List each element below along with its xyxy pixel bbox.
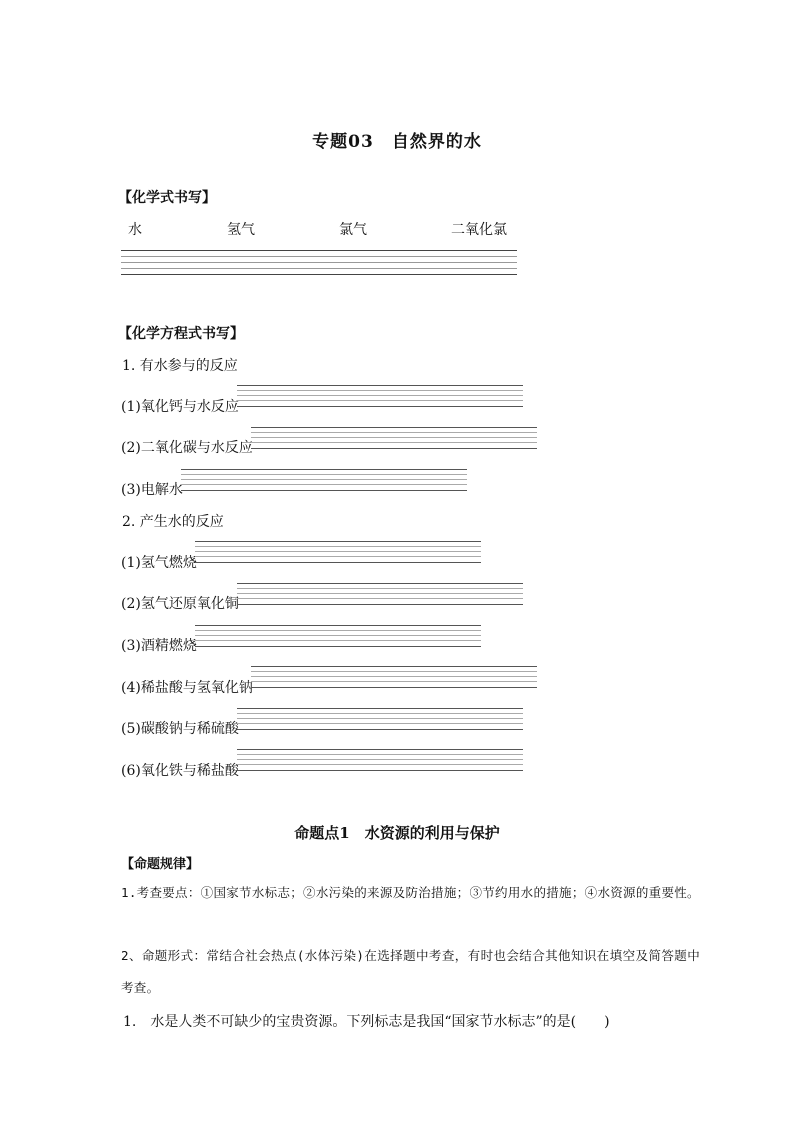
equation-item-label: (3)电解水 (121, 482, 183, 498)
group2-heading: 2. 产生水的反应 (122, 514, 224, 530)
equation-item-label: (6)氧化铁与稀盐酸 (121, 763, 239, 779)
equation-item-label: (4)稀盐酸与氢氧化钠 (121, 680, 253, 696)
formula-label-water: 水 (128, 222, 142, 238)
equation-answer-lines[interactable] (237, 749, 523, 771)
formula-answer-lines[interactable] (121, 250, 517, 276)
formula-label-hydrogen: 氢气 (227, 222, 255, 238)
page-title: 专题03 自然界的水 (312, 132, 482, 152)
equation-item-label: (2)氢气还原氧化铜 (121, 596, 239, 612)
formula-label-chlorine-dioxide: 二氧化氯 (451, 222, 507, 238)
equation-item-label: (1)氢气燃烧 (121, 555, 197, 571)
equation-item-label: (2)二氧化碳与水反应 (121, 440, 253, 456)
equation-item-label: (1)氧化钙与水反应 (121, 399, 239, 415)
rule-heading: 【命题规律】 (121, 857, 200, 872)
equation-answer-lines[interactable] (237, 583, 523, 605)
equation-answer-lines[interactable] (251, 666, 537, 688)
group1-heading: 1. 有水参与的反应 (122, 358, 238, 374)
equation-answer-lines[interactable] (237, 385, 523, 407)
equation-answer-lines[interactable] (195, 625, 481, 647)
formula-section-heading: 【化学式书写】 (118, 190, 216, 206)
equation-section-heading: 【化学方程式书写】 (118, 326, 244, 342)
rule-paragraph-1: 1.考查要点：①国家节水标志；②水污染的来源及防治措施；③节约用水的措施；④水资源的重要性。 (121, 885, 700, 900)
question-1: 1. 水是人类不可缺少的宝贵资源。下列标志是我国“国家节水标志”的是( ) (123, 1014, 610, 1030)
equation-answer-lines[interactable] (195, 541, 481, 563)
topic-heading: 命题点1 水资源的利用与保护 (294, 824, 500, 842)
equation-answer-lines[interactable] (181, 469, 467, 491)
equation-item-label: (3)酒精燃烧 (121, 638, 197, 654)
equation-answer-lines[interactable] (251, 427, 537, 449)
formula-label-chlorine: 氯气 (339, 222, 367, 238)
equation-answer-lines[interactable] (237, 708, 523, 730)
rule-paragraph-2: 2、命题形式：常结合社会热点(水体污染)在选择题中考查，有时也会结合其他知识在填空及简答题中考查。 (121, 948, 700, 995)
equation-item-label: (5)碳酸钠与稀硫酸 (121, 721, 239, 737)
